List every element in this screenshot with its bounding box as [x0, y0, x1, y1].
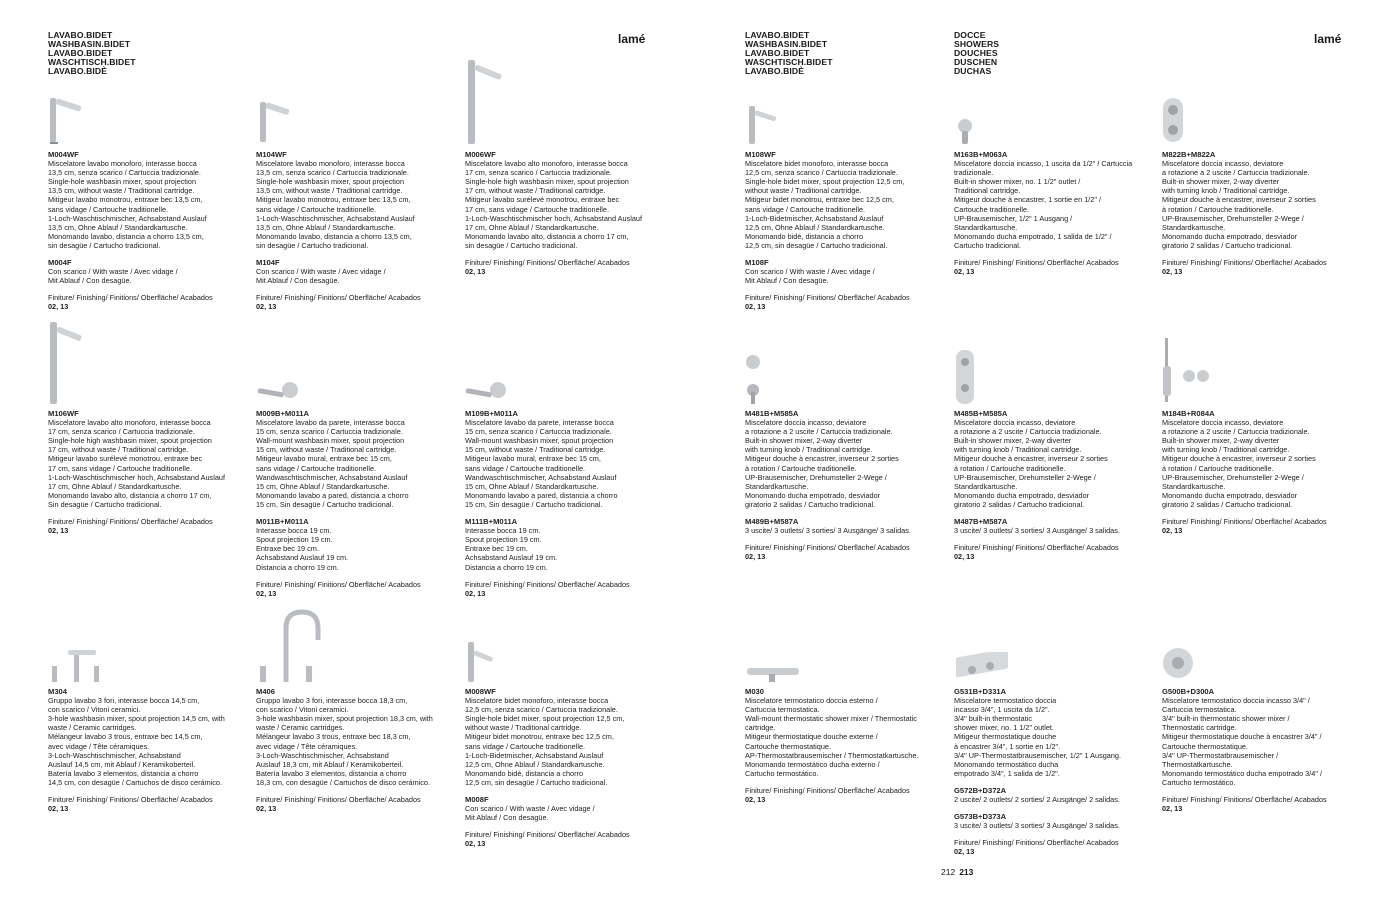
wall-basin-mixer-image: [256, 378, 302, 406]
shower-mixer-image: [954, 348, 976, 406]
product-m304: M304 Gruppo lavabo 3 fori, interasse bocca 14,5 cm, con scarico / Vitoni ceramici. 3-hole washbasin mixer, spout projection 14,5 cm, with waste / Ceramic cartridges. Mélangeur lavabo 3 trous, entraxe bec 14,5 cm, avec vidage / Tête céramiques. 3-Loch-Waschtischmischer, Achsabstand Auslauf 14,5 cm, mit Ablauf / Keramikoberteil. Batería lavabo 3 elementos, distancia a chorro 14,5 cm, con desagüe / Cartuchos de disco cerámico. Finiture/ Finishing/ Finitions/ Oberfläche/ Acabados 02, 13: [48, 687, 225, 814]
product-m822b-m822a: M822B+M822A Miscelatore doccia incasso, deviatore a rotazione a 2 uscite / Cartuccia tradizionale. Built-in shower mixer, 2-way diverter with turning knob / Traditional cartridge. Mitigeur douche à encastrer, inverseur 2 sorties à rotation / Cartouche traditionelle. UP-Brausemischer, Drehumsteller 2-Wege / Standardkartusche. Monomando ducha empotrado, desviador giratorio 2 salidas / Cartucho tradicional. Finiture/ Finishing/ Finitions/ Oberfläche/ Acabados 02, 13: [1162, 150, 1327, 277]
thermostatic-mixer-image: [745, 660, 801, 684]
page-number-left: 212: [941, 867, 956, 877]
product-m163b-m063a: M163B+M063A Miscelatore doccia incasso, 1 uscita da 1/2" / Cartuccia tradizionale. Built-in shower mixer, no. 1 1/2" outlet / Traditional cartridge. Mitigeur douche à encastrer, 1 sortie en 1/2" / Cartouche traditionelle. UP-Brausemischer, 1/2" 1 Ausgang / Standardkartusche. Monomando ducha empotrado, 1 salida de 1/2" / Cartucho tradicional. Finiture/ Finishing/ Finitions/ Oberfläche/ Acabados 02, 13: [954, 150, 1133, 277]
right-section-heading-basin: LAVABO.BIDET WASHBASIN.BIDET LAVABO.BIDET WASCHTISCH.BIDET LAVABO.BIDÈ: [745, 30, 833, 76]
high-basin-mixer-image: [46, 320, 86, 406]
product-g500b-d300a: G500B+D300A Miscelatore termostatico doccia incasso 3/4" / Cartuccia termostatica. 3/4" built-in thermostatic shower mixer / Thermostatic cartridge. Mitigeur thermostatique douche à encastrer 3/4" / Cartouche thermostatique. 3/4" UP-Thermostatbrausemischer / Thermostatkartusche. Monomando termostático ducha empotrado 3/4" / Cartucho termostático. Finiture/ Finishing/ Finitions/ Oberfläche/ Acabados 02, 13: [1162, 687, 1327, 814]
three-hole-mixer-image: [256, 608, 324, 684]
product-m106wf: M106WF Miscelatore lavabo alto monoforo, interasse bocca 17 cm, senza scarico / Cartuccia tradizionale. Single-hole high washbasin mixer, spout projection 17 cm, without waste / Traditional cartridge. Mitigeur lavabo surélevé monotrou, entraxe bec 17 cm, sans vidage / Cartouche traditionelle. 1-Loch-Waschtischmischer hoch, Achsabstand Auslauf 17 cm, Ohne Ablauf / Standardkartusche. Monomando lavabo alto, distancia a chorro 17 cm, Sin desagüe / Cartucho tradicional. Finiture/ Finishing/ Finitions/ Oberfläche/ Acabados 02, 13: [48, 409, 225, 536]
thermostatic-mixer-image: [954, 652, 1010, 684]
left-brand: lamé: [618, 32, 646, 46]
page-numbers: [941, 867, 973, 877]
product-m485b-m585a: M485B+M585A Miscelatore doccia incasso, deviatore a rotazione a 2 uscite / Cartuccia tradizionale. Built-in shower mixer, 2-way diverter with turning knob / Traditional cartridge. Mitigeur douche à encastrer, inverseur 2 sorties à rotation / Cartouche traditionelle. UP-Brausemischer, Drehumsteller 2-Wege / Standardkartusche. Monomando ducha empotrado, desviador giratorio 2 salidas / Cartucho tradicional. M487B+M587A 3 uscite/ 3 outlets/ 3 sorties/ 3 Ausgänge/ 3 salidas. Finiture/ Finishing/ Finitions/ Oberfläche/ Acabados 02, 13: [954, 409, 1120, 562]
product-m184b-r084a: M184B+R084A Miscelatore doccia incasso, deviatore a rotazione a 2 uscite / Cartuccia tradizionale. Built-in shower mixer, 2-way diverter with turning knob / Traditional cartridge. Mitigeur douche à encastrer, inverseur 2 sorties à rotation / Cartouche traditionelle. UP-Brausemischer, Drehumsteller 2-Wege / Standardkartusche. Monomando ducha empotrado, desviador giratorio 2 salidas / Cartucho tradicional. Finiture/ Finishing/ Finitions/ Oberfläche/ Acabados 02, 13: [1162, 409, 1327, 536]
product-m108wf: M108WF Miscelatore bidet monoforo, interasse bocca 12,5 cm, senza scarico / Cartuccia tradizionale. Single-hole bidet mixer, spout projection 12,5 cm, without waste / Traditional cartridge. Mitigeur bidet monotrou, entraxe bec 12,5 cm, sans vidage / Cartouche traditionelle. 1-Loch-Bidetmischer, Achsabstand Auslauf 12,5 cm, Ohne Ablauf / Standardkartusche. Monomando bidé, distancia a chorro 12,5 cm, sin desagüe / Cartucho tradicional. M108F Con scarico / With waste / Avec vidage / Mit Ablauf / Con desagüe. Finiture/ Finishing/ Finitions/ Oberfläche/ Acabados 02, 13: [745, 150, 910, 312]
basin-mixer-image: [46, 96, 86, 146]
product-m406: M406 Gruppo lavabo 3 fori, interasse bocca 18,3 cm, con scarico / Vitoni ceramici. 3-hole washbasin mixer, spout projection 18,3 cm, with waste / Ceramic cartridges. Mélangeur lavabo 3 trous, entraxe bec 18,3 cm, avec vidage / Tête céramiques. 3-Loch-Waschtischmischer, Achsabstand Auslauf 18,3 cm, mit Ablauf / Keramikoberteil. Batería lavabo 3 elementos, distancia a chorro 18,3 cm, con desagüe / Cartuchos de disco cerámico. Finiture/ Finishing/ Finitions/ Oberfläche/ Acabados 02, 13: [256, 687, 433, 814]
product-m030: M030 Miscelatore termostatico doccia esterno / Cartuccia termostatica. Wall-mount thermostatic shower mixer / Thermostatic cartridge. Mitigeur thermostatique douche externe / Cartouche thermostatique. AP-Thermostatbrausemischer / Thermostatkartusche. Monomando termostático ducha externo / Cartucho termostático. Finiture/ Finishing/ Finitions/ Oberfläche/ Acabados 02, 13: [745, 687, 919, 805]
shower-set-image: [1161, 336, 1211, 406]
product-m481b-m585a: M481B+M585A Miscelatore doccia incasso, deviatore a rotazione a 2 uscite / Cartuccia tradizionale. Built-in shower mixer, 2-way diverter with turning knob / Traditional cartridge. Mitigeur douche à encastrer, inverseur 2 sorties à rotation / Cartouche traditionelle. UP-Brausemischer, Drehumsteller 2-Wege / Standardkartusche. Monomando ducha empotrado, desviador giratorio 2 salidas / Cartucho tradicional. M489B+M587A 3 uscite/ 3 outlets/ 3 sorties/ 3 Ausgänge/ 3 salidas. Finiture/ Finishing/ Finitions/ Oberfläche/ Acabados 02, 13: [745, 409, 911, 562]
product-g531b-d331a: G531B+D331A Miscelatore termostatico doccia incasso 3/4", 1 uscita da 1/2". 3/4" built-in thermostatic shower mixer, no. 1 1/2" outlet. Mitigeur thermostatique douche à encastrer 3/4", 1 sortie en 1/2". 3/4" UP-Thermostatbrausemischer, 1/2" 1 Ausgang. Monomando termostático ducha empotrado 3/4", 1 salida de 1/2". G572B+D372A 2 uscite/ 2 outlets/ 2 sorties/ 2 Ausgänge/ 2 salidas. G573B+D373A 3 uscite/ 3 outlets/ 3 sorties/ 3 Ausgänge/ 3 salidas. Finiture/ Finishing/ Finitions/ Oberfläche/ Acabados 02, 13: [954, 687, 1122, 857]
product-m006wf: M006WF Miscelatore lavabo alto monoforo, interasse bocca 17 cm, senza scarico / Cartuccia tradizionale. Single-hole high washbasin mixer, spout projection 17 cm, without waste / Traditional cartridge. Mitigeur lavabo surélevé monotrou, entraxe bec 17 cm, sans vidage / Cartouche traditionelle. 1-Loch-Waschtischmischer hoch, Achsabstand Auslauf 17 cm, Ohne Ablauf / Standardkartusche. Monomando lavabo alto, distancia a chorro 17 cm, sin desagüe / Cartucho tradicional. Finiture/ Finishing/ Finitions/ Oberfläche/ Acabados 02, 13: [465, 150, 642, 277]
product-m004wf: M004WF Miscelatore lavabo monoforo, interasse bocca 13,5 cm, senza scarico / Cartuccia tradizionale. Single-hole washbasin mixer, spout projection 13,5 cm, without waste / Traditional cartridge. Mitigeur lavabo monotrou, entraxe bec 13,5 cm, sans vidage / Cartouche traditionelle. 1-Loch-Waschtischmischer, Achsabstand Auslauf 13,5 cm, Ohne Ablauf / Standardkartusche. Monomando lavabo, distancia a chorro 13,5 cm, sin desagüe / Cartucho tradicional. M004F Con scarico / With waste / Avec vidage / Mit Ablauf / Con desagüe. Finiture/ Finishing/ Finitions/ Oberfläche/ Acabados 02, 13: [48, 150, 213, 312]
right-brand: lamé: [1314, 32, 1342, 46]
wall-basin-mixer-image: [464, 378, 510, 406]
left-section-heading: LAVABO.BIDET WASHBASIN.BIDET LAVABO.BIDET WASCHTISCH.BIDET LAVABO.BIDÈ: [48, 30, 136, 76]
thermostatic-mixer-image: [1161, 642, 1195, 684]
right-section-heading-shower: DOCCE SHOWERS DOUCHES DUSCHEN DUCHAS: [954, 30, 1000, 76]
shower-mixer-image: [745, 352, 763, 406]
shower-mixer-image: [954, 116, 976, 146]
three-hole-mixer-image: [46, 644, 106, 684]
product-m109b-m011a: M109B+M011A Miscelatore lavabo da parete, interasse bocca 15 cm, senza scarico / Cartuccia tradizionale. Wall-mount washbasin mixer, spout projection 15 cm, without waste / Traditional cartridge. Mitigeur lavabo mural, entraxe bec 15 cm, sans vidage / Cartouche traditionelle. Wandwaschtischmischer, Achsabstand Auslauf 15 cm, Ohne Ablauf / Standardkartusche. Monomando lavabo a pared, distancia a chorro 15 cm, Sin desagüe / Cartucho tradicional. M111B+M011A Interasse bocca 19 cm. Spout projection 19 cm. Entraxe bec 19 cm. Achsabstand Auslauf 19 cm. Distancia a chorro 19 cm. Finiture/ Finishing/ Finitions/ Oberfläche/ Acabados 02, 13: [465, 409, 630, 598]
bidet-mixer-image: [464, 640, 498, 684]
bidet-mixer-image: [745, 104, 781, 146]
basin-mixer-image: [256, 100, 292, 146]
page-number-right: 213: [959, 867, 974, 877]
product-m009b-m011a: M009B+M011A Miscelatore lavabo da parete, interasse bocca 15 cm, senza scarico / Cartuccia tradizionale. Wall-mount washbasin mixer, spout projection 15 cm, without waste / Traditional cartridge. Mitigeur lavabo mural, entraxe bec 15 cm, sans vidage / Cartouche traditionelle. Wandwaschtischmischer, Achsabstand Auslauf 15 cm, Ohne Ablauf / Standardkartusche. Monomando lavabo a pared, distancia a chorro 15 cm, Sin desagüe / Cartucho tradicional. M011B+M011A Interasse bocca 19 cm. Spout projection 19 cm. Entraxe bec 19 cm. Achsabstand Auslauf 19 cm. Distancia a chorro 19 cm. Finiture/ Finishing/ Finitions/ Oberfläche/ Acabados 02, 13: [256, 409, 421, 598]
shower-diverter-image: [1161, 96, 1185, 146]
product-m008wf: M008WF Miscelatore bidet monoforo, interasse bocca 12,5 cm, senza scarico / Cartuccia tradizionale. Single-hole bidet mixer, spout projection 12,5 cm, without waste / Traditional cartridge. Mitigeur bidet monotrou, entraxe bec 12,5 cm, sans vidage / Cartouche traditionelle. 1-Loch-Bidetmischer, Achsabstand Auslauf 12,5 cm, Ohne Ablauf / Standardkartusche. Monomando bidé, distancia a chorro 12,5 cm, sin desagüe / Cartucho tradicional. M008F Con scarico / With waste / Avec vidage / Mit Ablauf / Con desagüe. Finiture/ Finishing/ Finitions/ Oberfläche/ Acabados 02, 13: [465, 687, 630, 849]
product-m104wf: M104WF Miscelatore lavabo monoforo, interasse bocca 13,5 cm, senza scarico / Cartuccia tradizionale. Single-hole washbasin mixer, spout projection 13,5 cm, without waste / Traditional cartridge. Mitigeur lavabo monotrou, entraxe bec 13,5 cm, sans vidage / Cartouche traditionelle. 1-Loch-Waschtischmischer, Achsabstand Auslauf 13,5 cm, Ohne Ablauf / Standardkartusche. Monomando lavabo, distancia a chorro 13,5 cm, sin desagüe / Cartucho tradicional. M104F Con scarico / With waste / Avec vidage / Mit Ablauf / Con desagüe. Finiture/ Finishing/ Finitions/ Oberfläche/ Acabados 02, 13: [256, 150, 421, 312]
high-basin-mixer-image: [464, 58, 508, 146]
